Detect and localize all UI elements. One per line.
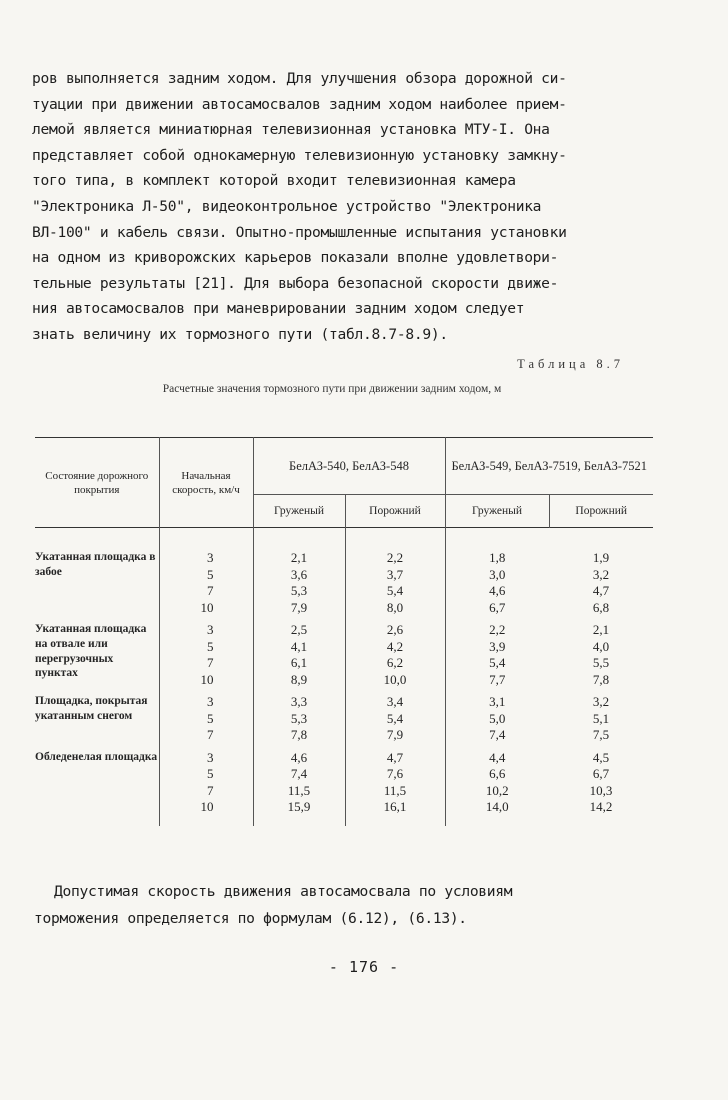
speed-value: 10 <box>200 599 214 615</box>
speed-value: 3 <box>207 550 214 565</box>
value: 5,4 <box>489 655 506 670</box>
value: 5,5 <box>592 655 610 670</box>
text-line: лемой является миниатюрная телевизионная установка МТУ-I. Она <box>32 121 550 139</box>
value: 2,2 <box>489 622 506 637</box>
value: 5,0 <box>489 710 506 726</box>
speed-value: 3 <box>207 749 214 765</box>
text-line: торможения определяется по формулам (6.12), (6.13). <box>34 910 467 927</box>
text-line: того типа, в комплект которой входит телевизионная камера <box>32 172 516 190</box>
header-loaded: Груженый <box>253 495 345 528</box>
text-line: тельные результаты [21]. Для выбора безопасной скорости движе- <box>32 274 559 292</box>
value-cell <box>345 528 445 617</box>
value: 3,6 <box>290 566 308 582</box>
speed-value: 3 <box>207 622 214 637</box>
value-cell <box>445 744 549 826</box>
value: 1,9 <box>592 550 610 565</box>
value: 8,9 <box>290 671 308 687</box>
value: 7,5 <box>592 727 610 742</box>
value: 6,7 <box>489 599 506 615</box>
value: 8,0 <box>386 599 404 615</box>
value-cell <box>253 688 345 744</box>
table-number: Таблица 8.7 <box>517 357 624 371</box>
header-group-1: БелАЗ-540, БелАЗ-548 <box>253 438 445 495</box>
value: 14,2 <box>589 799 613 814</box>
table-row <box>35 616 653 688</box>
value: 7,4 <box>489 727 506 742</box>
value: 3,4 <box>386 694 404 709</box>
header-speed: Начальная скорость, км/ч <box>159 438 253 528</box>
value: 10,2 <box>485 782 509 798</box>
value-cell <box>549 528 653 617</box>
braking-distance-table <box>35 437 653 826</box>
value: 3,9 <box>489 638 506 654</box>
value: 4,6 <box>489 583 506 598</box>
table-row <box>35 528 653 617</box>
header-empty: Порожний <box>549 495 653 528</box>
value-cell <box>253 744 345 826</box>
value: 5,3 <box>290 710 308 726</box>
value-cell <box>549 616 653 688</box>
value: 14,0 <box>485 799 509 814</box>
text-line: туации при движении автосамосвалов задним ходом наиболее прием- <box>32 95 567 113</box>
value-cell <box>345 744 445 826</box>
speed-value: 7 <box>207 583 214 598</box>
speed-value: 5 <box>207 638 214 654</box>
value: 2,2 <box>386 550 404 565</box>
condition-cell: Обледенелая площадка <box>35 750 158 763</box>
value: 3,0 <box>489 566 506 582</box>
value: 7,8 <box>290 727 308 742</box>
speed-value: 10 <box>200 671 214 687</box>
value: 10,0 <box>383 671 407 687</box>
table-caption: Расчетные значения тормозного пути при движении задним ходом, м <box>162 383 502 395</box>
value: 6,1 <box>290 655 308 670</box>
value-cell <box>345 616 445 688</box>
value-cell <box>445 528 549 617</box>
value: 1,8 <box>489 550 506 565</box>
text-line: представляет собой однокамерную телевизионную установку замкну- <box>32 146 567 164</box>
text-line: ния автосамосвалов при маневрировании задним ходом следует <box>32 300 525 318</box>
value: 5,4 <box>386 710 404 726</box>
value: 4,7 <box>386 749 404 765</box>
speed-value: 7 <box>207 782 214 798</box>
value: 7,4 <box>290 766 308 781</box>
header-loaded: Груженый <box>445 495 549 528</box>
value-cell <box>549 744 653 826</box>
value: 15,9 <box>287 799 311 814</box>
condition-cell: Укатанная площадка в забое <box>35 551 156 578</box>
value: 7,9 <box>290 599 308 615</box>
value: 4,7 <box>592 583 610 598</box>
text-line: на одном из криворожских карьеров показали вполне удовлетвори- <box>32 249 559 267</box>
value: 7,9 <box>386 727 404 742</box>
value: 5,4 <box>386 583 404 598</box>
value: 7,8 <box>592 671 610 687</box>
value: 11,5 <box>383 782 407 798</box>
condition-cell: Площадка, покрытая укатанным снегом <box>35 695 148 722</box>
value: 7,7 <box>489 671 506 687</box>
text-line: ров выполняется задним ходом. Для улучшения обзора дорожной си- <box>32 70 567 87</box>
value: 3,7 <box>386 566 404 582</box>
value: 4,4 <box>489 749 506 765</box>
value-cell <box>345 688 445 744</box>
value: 6,6 <box>489 766 506 781</box>
value: 5,1 <box>592 710 610 726</box>
text-line: Допустимая скорость движения автосамосвала по условиям <box>54 883 513 900</box>
value: 10,3 <box>589 782 613 798</box>
value: 4,2 <box>386 638 404 654</box>
page-number: - 176 - <box>328 958 400 976</box>
table-row <box>35 744 653 826</box>
value-cell <box>549 688 653 744</box>
value: 5,3 <box>290 583 308 598</box>
header-group-2: БелАЗ-549, БелАЗ-7519, БелАЗ-7521 <box>445 438 653 495</box>
value: 3,1 <box>489 694 506 709</box>
table-row <box>35 688 653 744</box>
speed-value: 5 <box>207 710 214 726</box>
body-paragraph-2 <box>34 878 674 932</box>
value-cell <box>253 616 345 688</box>
speed-value: 10 <box>200 799 214 814</box>
text-line: "Электроника Л-50", видеоконтрольное устройство "Электроника <box>32 197 542 215</box>
text-line: знать величину их тормозного пути (табл.8.7-8.9). <box>32 325 448 343</box>
value: 4,6 <box>290 749 308 765</box>
header-condition: Состояние дорожного покрытия <box>45 469 149 496</box>
speed-value: 7 <box>207 727 214 742</box>
value: 7,6 <box>386 766 404 781</box>
text-line: ВЛ-100" и кабель связи. Опытно-промышленные испытания установки <box>32 223 567 241</box>
speed-value: 3 <box>207 694 214 709</box>
value: 16,1 <box>383 799 407 814</box>
value: 4,5 <box>592 749 610 765</box>
condition-cell: Укатанная площадка на отвале или перегрузочных пунктах <box>35 623 147 680</box>
value: 3,2 <box>592 566 610 582</box>
speed-value: 7 <box>207 655 214 670</box>
value-cell <box>445 616 549 688</box>
value: 2,5 <box>290 622 308 637</box>
header-empty: Порожний <box>345 495 445 528</box>
value: 3,3 <box>290 694 308 709</box>
value-cell <box>445 688 549 744</box>
speed-cell <box>159 616 253 688</box>
value: 11,5 <box>287 782 311 798</box>
value: 6,2 <box>386 655 404 670</box>
speed-value: 5 <box>207 566 214 582</box>
speed-value: 5 <box>207 766 214 781</box>
value: 3,2 <box>592 694 610 709</box>
speed-cell <box>159 744 253 826</box>
value: 2,1 <box>592 622 610 637</box>
value: 6,7 <box>592 766 610 781</box>
value: 4,0 <box>592 638 610 654</box>
speed-cell <box>159 528 253 617</box>
value: 4,1 <box>290 638 308 654</box>
speed-cell <box>159 688 253 744</box>
value: 2,1 <box>290 550 308 565</box>
body-paragraph-1 <box>32 66 672 348</box>
value-cell <box>253 528 345 617</box>
value: 2,6 <box>386 622 404 637</box>
value: 6,8 <box>592 599 610 615</box>
